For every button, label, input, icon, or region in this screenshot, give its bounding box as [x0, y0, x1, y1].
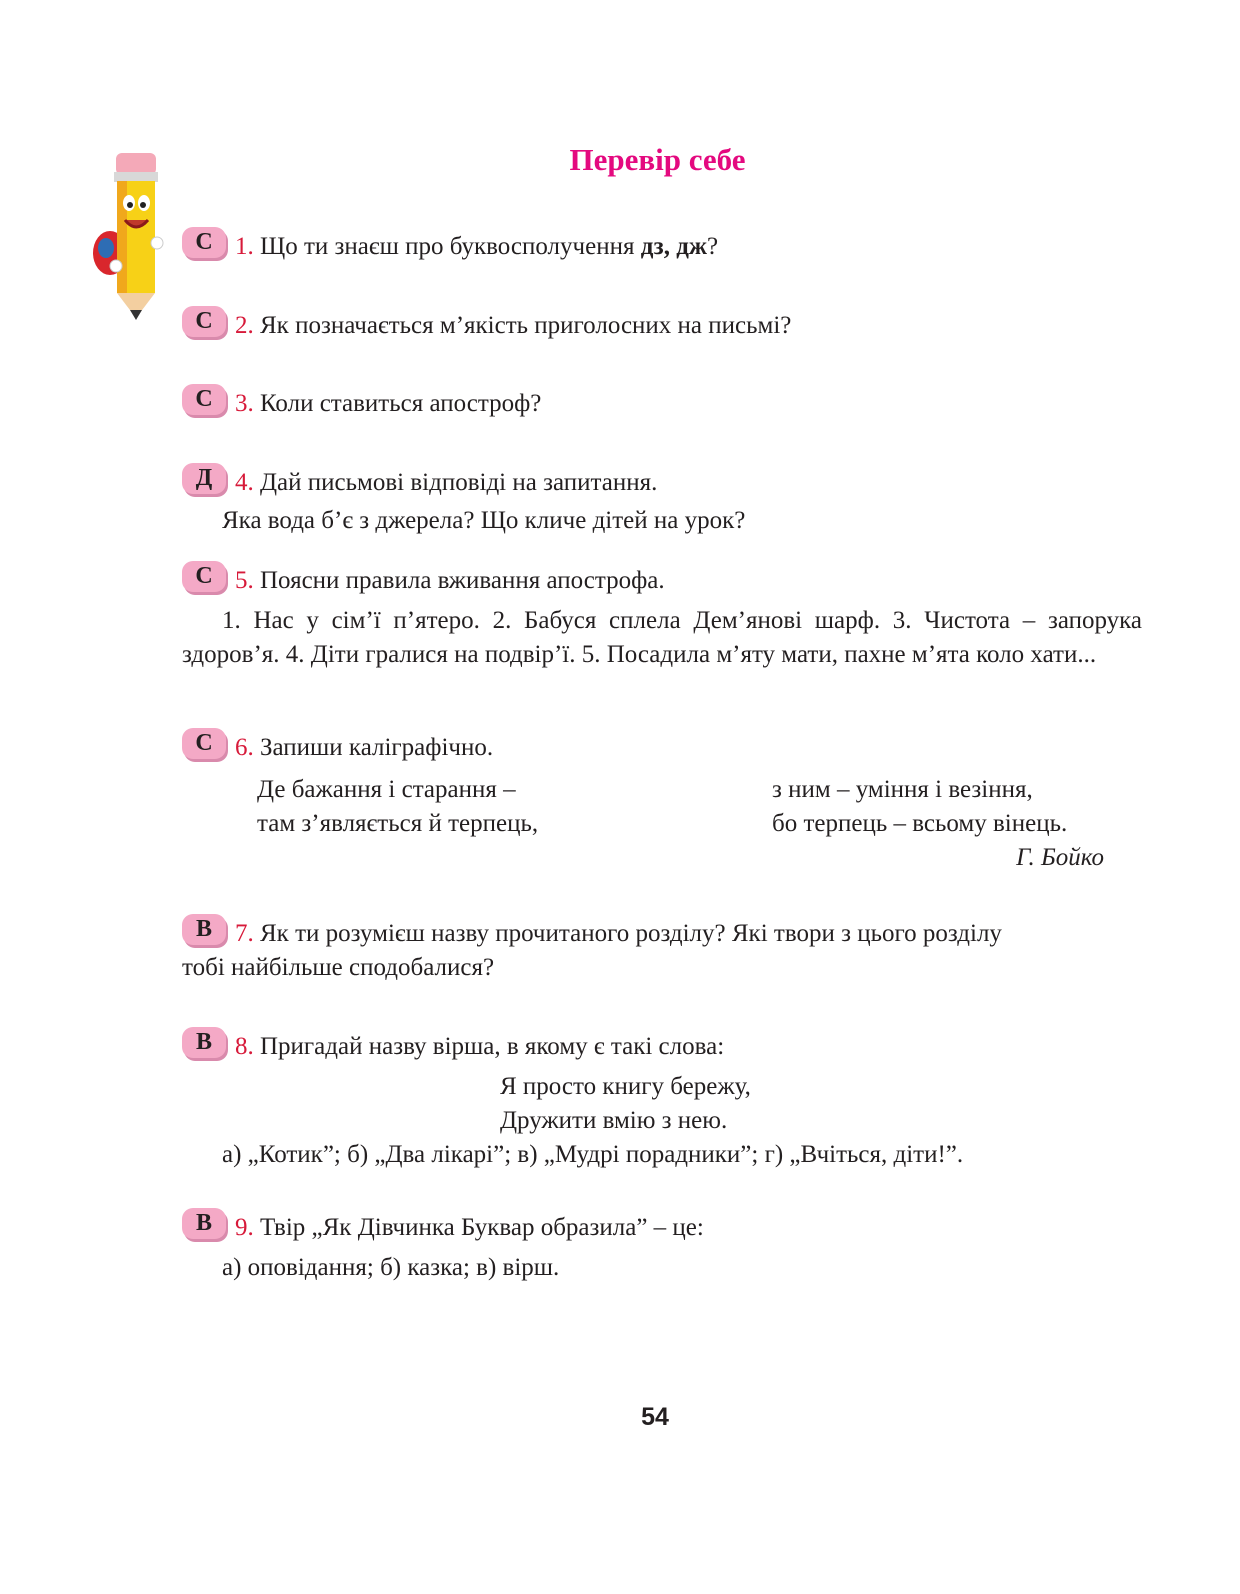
task-7 — [182, 917, 1142, 985]
task-question — [235, 387, 541, 421]
answer-options: а) „Котик”; б) „Два лікарі”; в) „Мудрі порадники”; г) „Вчіться, діти!”. — [222, 1141, 964, 1168]
task-question — [235, 564, 665, 598]
task-number: 8. — [235, 1033, 254, 1060]
task-9 — [182, 1211, 1142, 1285]
level-badge: С — [182, 306, 226, 337]
task-number: 5. — [235, 567, 254, 594]
task-number: 2. — [235, 312, 254, 339]
task-1 — [182, 230, 1142, 264]
task-question — [235, 731, 493, 765]
answer-options: а) оповідання; б) казка; в) вірш. — [222, 1254, 560, 1281]
task-6 — [182, 731, 1142, 875]
task-number: 7. — [235, 920, 254, 947]
task-question — [235, 230, 718, 264]
poem-line: бо терпець – всьому вінець. — [772, 810, 1068, 837]
task-5 — [182, 564, 1142, 672]
task-4 — [182, 466, 1142, 538]
task-number: 6. — [235, 734, 254, 761]
level-badge: Д — [182, 463, 226, 494]
task-number: 4. — [235, 469, 254, 496]
task-3 — [182, 387, 1142, 421]
task-number: 9. — [235, 1214, 254, 1241]
task-question — [235, 1211, 704, 1245]
task-text: Твір „Як Дівчинка Буквар образила” – це: — [253, 1214, 704, 1241]
poem-line: Я просто книгу бережу, — [500, 1073, 751, 1100]
level-badge: С — [182, 227, 226, 258]
task-question — [235, 1030, 724, 1064]
level-badge: В — [182, 1208, 226, 1239]
poem-line: там з’являється й терпець, — [257, 810, 539, 837]
page-number: 54 — [641, 1403, 669, 1431]
task-question — [235, 309, 791, 343]
task-question — [235, 917, 1002, 951]
task-8 — [182, 1030, 1142, 1172]
task-text: Дай письмові відповіді на запитання. — [253, 469, 658, 496]
task-text: Поясни правила вживання апострофа. — [253, 567, 665, 594]
task-bold-text: дз, дж — [640, 233, 707, 260]
task-2 — [182, 309, 1142, 343]
page-title: Перевір себе — [569, 142, 746, 177]
level-badge: С — [182, 561, 226, 592]
level-badge: С — [182, 728, 226, 759]
task-text: Запиши каліграфічно. — [253, 734, 494, 761]
poem-line: Дружити вмію з нею. — [500, 1107, 728, 1134]
task-text: Пригадай назву вірша, в якому є такі слова: — [253, 1033, 725, 1060]
task-text-end: ? — [706, 233, 719, 260]
level-badge: В — [182, 914, 226, 945]
task-text: Що ти знаєш про буквосполучення — [253, 233, 641, 260]
task-question — [235, 466, 657, 500]
task-text: Як позначається м’якість приголосних на письмі? — [253, 312, 792, 339]
task-text: Коли ставиться апостроф? — [253, 390, 542, 417]
poem-line: Де бажання і старання – — [257, 776, 516, 803]
task-text-continued: тобі найбільше сподобалися? — [182, 954, 495, 981]
poem — [182, 773, 1142, 841]
poem-line: з ним – уміння і везіння, — [772, 776, 1033, 803]
task-number: 1. — [235, 233, 254, 260]
task-text: Як ти розумієш назву прочитаного розділу? Які твори з цього розділу — [253, 920, 1002, 947]
task-number: 3. — [235, 390, 254, 417]
level-badge: В — [182, 1027, 226, 1058]
task-paragraph: 1. Нас у сім’ї п’ятеро. 2. Бабуся сплела Дем’янові шарф. 3. Чистота – запорука здоров’я. 4. Діти гралися на подвір’ї. 5. Посадила м’яту мати, пахне м’ята коло хати... — [182, 607, 1142, 668]
task-subquestions: Яка вода б’є з джерела? Що кличе дітей на урок? — [222, 507, 746, 534]
poem-author: Г. Бойко — [1016, 844, 1104, 871]
level-badge: С — [182, 384, 226, 415]
